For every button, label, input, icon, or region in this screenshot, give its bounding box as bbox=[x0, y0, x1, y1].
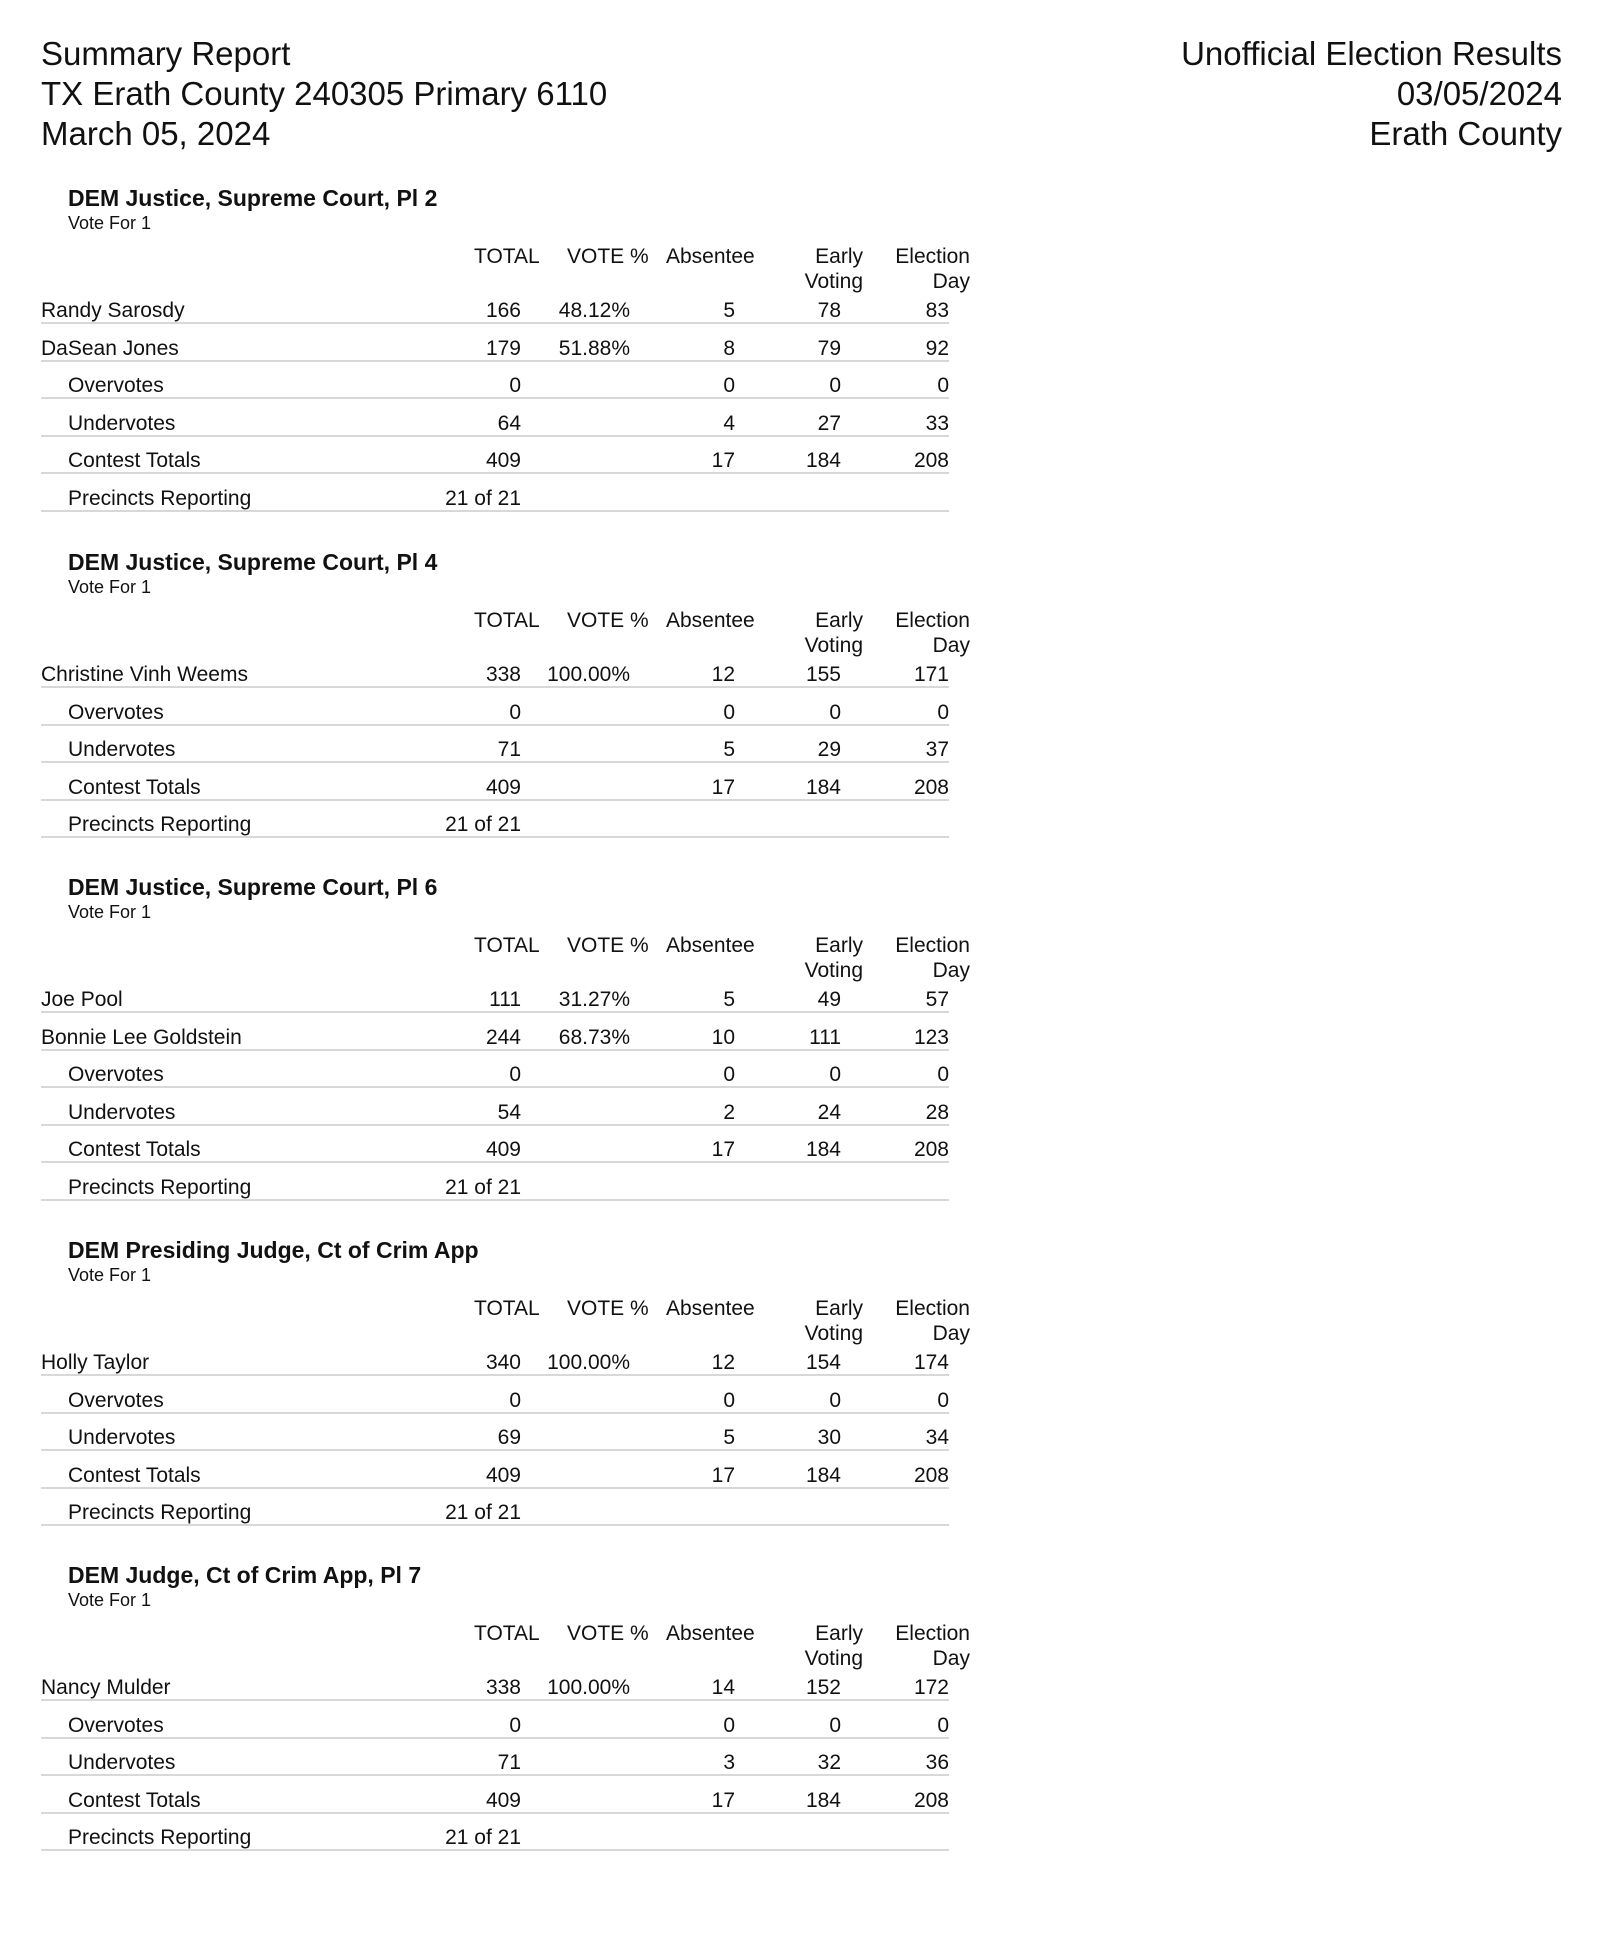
early-voting-votes: 49 bbox=[817, 988, 841, 1011]
election-day-votes: 208 bbox=[913, 775, 949, 799]
absentee-votes: 17 bbox=[711, 1788, 735, 1812]
results-date: 03/05/2024 bbox=[1396, 75, 1562, 112]
early-voting-votes: 184 bbox=[805, 1463, 841, 1487]
contest-title: DEM Justice, Supreme Court, Pl 4 bbox=[68, 549, 438, 575]
election-day-votes: 171 bbox=[913, 663, 949, 686]
total-votes: 21 of 21 bbox=[445, 813, 521, 836]
contest-block bbox=[0, 548, 1000, 888]
summary-label: Precincts Reporting bbox=[68, 486, 252, 510]
absentee-votes: 2 bbox=[723, 1100, 735, 1124]
election-day-votes: 0 bbox=[937, 1713, 949, 1737]
col-header-election-line1: Election bbox=[895, 1622, 970, 1645]
total-votes: 0 bbox=[509, 1388, 521, 1412]
early-voting-votes: 0 bbox=[829, 374, 841, 397]
summary-row bbox=[0, 771, 1000, 809]
report-header-left bbox=[41, 34, 607, 154]
absentee-votes: 10 bbox=[711, 1025, 735, 1049]
absentee-votes: 0 bbox=[723, 700, 735, 724]
total-votes: 166 bbox=[485, 299, 521, 322]
absentee-votes: 14 bbox=[711, 1676, 735, 1699]
election-day-votes: 92 bbox=[925, 336, 949, 360]
candidate-row bbox=[0, 658, 1000, 696]
total-votes: 21 of 21 bbox=[445, 1501, 521, 1524]
election-day-votes: 172 bbox=[913, 1676, 949, 1699]
summary-label: Undervotes bbox=[68, 738, 176, 761]
total-votes: 54 bbox=[497, 1100, 521, 1124]
vote-for-label: Vote For 1 bbox=[68, 213, 152, 233]
absentee-votes: 0 bbox=[723, 1388, 735, 1412]
early-voting-votes: 24 bbox=[817, 1100, 841, 1124]
absentee-votes: 4 bbox=[723, 411, 735, 435]
total-votes: 409 bbox=[485, 1463, 521, 1487]
election-day-votes: 33 bbox=[925, 411, 949, 435]
results-table bbox=[0, 1346, 1000, 1534]
early-voting-votes: 27 bbox=[817, 411, 841, 435]
candidate-name: Bonnie Lee Goldstein bbox=[41, 1025, 242, 1049]
col-header-absentee: Absentee bbox=[666, 245, 755, 268]
early-voting-votes: 0 bbox=[829, 1713, 841, 1737]
total-votes: 21 of 21 bbox=[445, 1826, 521, 1849]
summary-row bbox=[0, 1746, 1000, 1784]
summary-row bbox=[0, 1821, 1000, 1859]
summary-label: Contest Totals bbox=[68, 1138, 201, 1161]
col-header-election-line1: Election bbox=[895, 609, 970, 632]
summary-row bbox=[0, 407, 1000, 445]
election-day-votes: 0 bbox=[937, 1063, 949, 1086]
election-day-votes: 0 bbox=[937, 700, 949, 724]
summary-row bbox=[0, 1496, 1000, 1534]
col-header-early-voting bbox=[790, 1621, 863, 1671]
col-header-early-line1: Early bbox=[815, 245, 863, 268]
contest-block bbox=[0, 1236, 1000, 1576]
summary-row bbox=[0, 482, 1000, 520]
col-header-total: TOTAL bbox=[474, 1622, 540, 1645]
absentee-votes: 5 bbox=[723, 299, 735, 322]
summary-row bbox=[0, 1709, 1000, 1747]
early-voting-votes: 32 bbox=[817, 1751, 841, 1774]
election-day-votes: 0 bbox=[937, 1388, 949, 1412]
election-day-votes: 37 bbox=[925, 738, 949, 761]
election-day-votes: 208 bbox=[913, 1463, 949, 1487]
election-day-votes: 28 bbox=[925, 1100, 949, 1124]
total-votes: 71 bbox=[497, 1751, 521, 1774]
col-header-election-line2: Day bbox=[932, 959, 970, 982]
early-voting-votes: 154 bbox=[805, 1351, 841, 1374]
col-header-early-voting bbox=[790, 608, 863, 658]
absentee-votes: 5 bbox=[723, 738, 735, 761]
election-day-votes: 36 bbox=[925, 1751, 949, 1774]
election-day-votes: 208 bbox=[913, 449, 949, 472]
col-header-vote-pct: VOTE % bbox=[567, 934, 649, 957]
absentee-votes: 17 bbox=[711, 1138, 735, 1161]
absentee-votes: 8 bbox=[723, 336, 735, 360]
summary-label: Overvotes bbox=[68, 374, 164, 397]
col-header-absentee: Absentee bbox=[666, 934, 755, 957]
summary-row bbox=[0, 733, 1000, 771]
total-votes: 244 bbox=[485, 1025, 521, 1049]
vote-percent: 100.00% bbox=[547, 1351, 630, 1374]
county-name: Erath County bbox=[1369, 115, 1562, 152]
total-votes: 179 bbox=[485, 336, 521, 360]
col-header-vote-pct: VOTE % bbox=[567, 245, 649, 268]
vote-percent: 31.27% bbox=[558, 988, 630, 1011]
col-header-election-line2: Day bbox=[932, 1647, 970, 1670]
col-header-early-line1: Early bbox=[815, 1297, 863, 1320]
candidate-row bbox=[0, 294, 1000, 332]
col-header-election-day bbox=[880, 1296, 970, 1346]
candidate-row bbox=[0, 1671, 1000, 1709]
contest-block bbox=[0, 184, 1000, 524]
election-day-votes: 208 bbox=[913, 1138, 949, 1161]
col-header-election-day bbox=[880, 933, 970, 983]
col-header-total: TOTAL bbox=[474, 934, 540, 957]
summary-label: Overvotes bbox=[68, 1713, 164, 1737]
candidate-name: Joe Pool bbox=[41, 988, 123, 1011]
summary-row bbox=[0, 444, 1000, 482]
total-votes: 0 bbox=[509, 1063, 521, 1086]
report-election-name: TX Erath County 240305 Primary 6110 bbox=[41, 75, 608, 112]
results-table bbox=[0, 658, 1000, 846]
summary-row bbox=[0, 1133, 1000, 1171]
summary-row bbox=[0, 1058, 1000, 1096]
election-day-votes: 208 bbox=[913, 1788, 949, 1812]
col-header-vote-pct: VOTE % bbox=[567, 1622, 649, 1645]
col-header-election-day bbox=[880, 608, 970, 658]
summary-label: Overvotes bbox=[68, 700, 164, 724]
contest-block bbox=[0, 1561, 1000, 1901]
summary-row bbox=[0, 1096, 1000, 1134]
col-header-early-line2: Voting bbox=[804, 1647, 863, 1670]
summary-row bbox=[0, 1459, 1000, 1497]
candidate-row bbox=[0, 1021, 1000, 1059]
candidate-row bbox=[0, 332, 1000, 370]
early-voting-votes: 152 bbox=[805, 1676, 841, 1699]
col-header-election-day bbox=[880, 244, 970, 294]
summary-row bbox=[0, 369, 1000, 407]
total-votes: 0 bbox=[509, 374, 521, 397]
early-voting-votes: 79 bbox=[817, 336, 841, 360]
early-voting-votes: 184 bbox=[805, 775, 841, 799]
col-header-absentee: Absentee bbox=[666, 1622, 755, 1645]
summary-row bbox=[0, 1171, 1000, 1209]
results-table bbox=[0, 1671, 1000, 1859]
candidate-row bbox=[0, 983, 1000, 1021]
total-votes: 409 bbox=[485, 775, 521, 799]
absentee-votes: 17 bbox=[711, 775, 735, 799]
col-header-election-line2: Day bbox=[932, 270, 970, 293]
summary-label: Precincts Reporting bbox=[68, 1175, 252, 1199]
vote-percent: 100.00% bbox=[547, 1676, 630, 1699]
col-header-early-voting bbox=[790, 244, 863, 294]
absentee-votes: 17 bbox=[711, 449, 735, 472]
vote-percent: 68.73% bbox=[558, 1025, 630, 1049]
results-table bbox=[0, 294, 1000, 519]
summary-label: Overvotes bbox=[68, 1388, 164, 1412]
report-title: Summary Report bbox=[41, 35, 291, 72]
summary-row bbox=[0, 696, 1000, 734]
col-header-election-line1: Election bbox=[895, 245, 970, 268]
col-header-total: TOTAL bbox=[474, 245, 540, 268]
candidate-name: Randy Sarosdy bbox=[41, 299, 185, 322]
absentee-votes: 5 bbox=[723, 1426, 735, 1449]
total-votes: 338 bbox=[485, 663, 521, 686]
election-day-votes: 174 bbox=[913, 1351, 949, 1374]
total-votes: 69 bbox=[497, 1426, 521, 1449]
summary-row bbox=[0, 1384, 1000, 1422]
col-header-early-line1: Early bbox=[815, 934, 863, 957]
candidate-name: Holly Taylor bbox=[41, 1351, 150, 1374]
total-votes: 409 bbox=[485, 1138, 521, 1161]
col-header-early-line1: Early bbox=[815, 609, 863, 632]
total-votes: 409 bbox=[485, 449, 521, 472]
summary-row bbox=[0, 1784, 1000, 1822]
absentee-votes: 3 bbox=[723, 1751, 735, 1774]
summary-label: Undervotes bbox=[68, 411, 176, 435]
absentee-votes: 0 bbox=[723, 1713, 735, 1737]
total-votes: 21 of 21 bbox=[445, 1175, 521, 1199]
vote-for-label: Vote For 1 bbox=[68, 1265, 152, 1285]
report-header-right bbox=[1181, 34, 1562, 154]
col-header-early-line1: Early bbox=[815, 1622, 863, 1645]
results-table bbox=[0, 983, 1000, 1208]
early-voting-votes: 30 bbox=[817, 1426, 841, 1449]
total-votes: 21 of 21 bbox=[445, 486, 521, 510]
early-voting-votes: 29 bbox=[817, 738, 841, 761]
col-header-election-day bbox=[880, 1621, 970, 1671]
total-votes: 64 bbox=[497, 411, 521, 435]
summary-label: Contest Totals bbox=[68, 1788, 201, 1812]
total-votes: 0 bbox=[509, 700, 521, 724]
vote-percent: 48.12% bbox=[558, 299, 630, 322]
col-header-total: TOTAL bbox=[474, 609, 540, 632]
summary-label: Precincts Reporting bbox=[68, 1501, 252, 1524]
col-header-absentee: Absentee bbox=[666, 1297, 755, 1320]
election-day-votes: 34 bbox=[925, 1426, 949, 1449]
col-header-election-line2: Day bbox=[932, 1322, 970, 1345]
summary-label: Contest Totals bbox=[68, 449, 201, 472]
contest-title: DEM Judge, Ct of Crim App, Pl 7 bbox=[68, 1562, 422, 1588]
candidate-name: Christine Vinh Weems bbox=[41, 663, 248, 686]
summary-label: Undervotes bbox=[68, 1751, 176, 1774]
early-voting-votes: 0 bbox=[829, 1063, 841, 1086]
absentee-votes: 5 bbox=[723, 988, 735, 1011]
candidate-name: Nancy Mulder bbox=[41, 1676, 171, 1699]
absentee-votes: 12 bbox=[711, 1351, 735, 1374]
summary-label: Contest Totals bbox=[68, 775, 201, 799]
summary-label: Undervotes bbox=[68, 1100, 176, 1124]
election-day-votes: 123 bbox=[913, 1025, 949, 1049]
vote-for-label: Vote For 1 bbox=[68, 1590, 152, 1610]
absentee-votes: 0 bbox=[723, 374, 735, 397]
early-voting-votes: 184 bbox=[805, 1138, 841, 1161]
summary-row bbox=[0, 1421, 1000, 1459]
col-header-vote-pct: VOTE % bbox=[567, 1297, 649, 1320]
summary-label: Precincts Reporting bbox=[68, 813, 252, 836]
col-header-vote-pct: VOTE % bbox=[567, 609, 649, 632]
total-votes: 340 bbox=[485, 1351, 521, 1374]
summary-label: Overvotes bbox=[68, 1063, 164, 1086]
absentee-votes: 0 bbox=[723, 1063, 735, 1086]
election-day-votes: 0 bbox=[937, 374, 949, 397]
vote-percent: 100.00% bbox=[547, 663, 630, 686]
contest-title: DEM Justice, Supreme Court, Pl 2 bbox=[68, 185, 438, 211]
early-voting-votes: 0 bbox=[829, 1388, 841, 1412]
col-header-early-voting bbox=[790, 933, 863, 983]
early-voting-votes: 184 bbox=[805, 1788, 841, 1812]
early-voting-votes: 184 bbox=[805, 449, 841, 472]
absentee-votes: 17 bbox=[711, 1463, 735, 1487]
election-day-votes: 83 bbox=[925, 299, 949, 322]
total-votes: 71 bbox=[497, 738, 521, 761]
col-header-absentee: Absentee bbox=[666, 609, 755, 632]
candidate-name: DaSean Jones bbox=[41, 336, 179, 360]
early-voting-votes: 0 bbox=[829, 700, 841, 724]
results-status: Unofficial Election Results bbox=[1181, 35, 1562, 72]
total-votes: 111 bbox=[489, 988, 521, 1011]
total-votes: 409 bbox=[485, 1788, 521, 1812]
vote-for-label: Vote For 1 bbox=[68, 902, 152, 922]
col-header-early-line2: Voting bbox=[804, 959, 863, 982]
early-voting-votes: 78 bbox=[817, 299, 841, 322]
col-header-early-voting bbox=[790, 1296, 863, 1346]
contest-block bbox=[0, 873, 1000, 1213]
contest-title: DEM Justice, Supreme Court, Pl 6 bbox=[68, 874, 438, 900]
col-header-election-line1: Election bbox=[895, 1297, 970, 1320]
col-header-early-line2: Voting bbox=[804, 634, 863, 657]
vote-percent: 51.88% bbox=[558, 336, 630, 360]
summary-label: Precincts Reporting bbox=[68, 1826, 252, 1849]
col-header-total: TOTAL bbox=[474, 1297, 540, 1320]
total-votes: 0 bbox=[509, 1713, 521, 1737]
summary-label: Undervotes bbox=[68, 1426, 176, 1449]
election-day-votes: 57 bbox=[925, 988, 949, 1011]
col-header-early-line2: Voting bbox=[804, 270, 863, 293]
summary-label: Contest Totals bbox=[68, 1463, 201, 1487]
absentee-votes: 12 bbox=[711, 663, 735, 686]
report-date: March 05, 2024 bbox=[41, 115, 271, 152]
contest-title: DEM Presiding Judge, Ct of Crim App bbox=[68, 1237, 479, 1263]
early-voting-votes: 155 bbox=[805, 663, 841, 686]
col-header-early-line2: Voting bbox=[804, 1322, 863, 1345]
candidate-row bbox=[0, 1346, 1000, 1384]
vote-for-label: Vote For 1 bbox=[68, 577, 152, 597]
col-header-election-line2: Day bbox=[932, 634, 970, 657]
early-voting-votes: 111 bbox=[809, 1025, 841, 1049]
summary-row bbox=[0, 808, 1000, 846]
col-header-election-line1: Election bbox=[895, 934, 970, 957]
total-votes: 338 bbox=[485, 1676, 521, 1699]
